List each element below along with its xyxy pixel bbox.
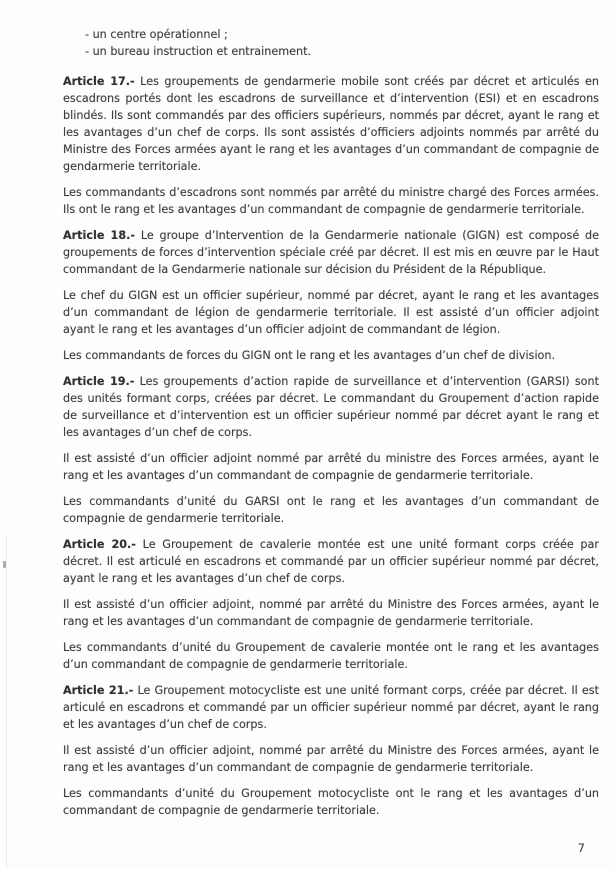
article-lead-paragraph (63, 227, 599, 278)
article-paragraph: Les commandants d’unité du GARSI ont le rang et les avantages d’un commandant de compagnie de gendarmerie territoriale. (63, 495, 599, 525)
article-block (63, 536, 599, 673)
article-label: Article 20.- (63, 538, 136, 551)
article-paragraph: Les commandants d’unité du Groupement de cavalerie montée ont le rang et les avantages d’un commandant de compagnie de gendarmerie territoriale. (63, 641, 599, 671)
article-lead-text: Le Groupement de cavalerie montée est une unité formant corps créée par décret. Il est articulé en escadrons et commandé par un officier supérieur nommé par décret, ayant le rang et les avantages d’un chef de corps. (63, 538, 599, 585)
article-block (63, 227, 599, 364)
article-lead-text: Les groupements d’action rapide de surveillance et d’intervention (GARSI) sont des unités formant corps, créées par décret. Le commandant du Groupement d’action rapide de surveillance et d’intervention est un officier supérieur nommé par décret ayant le rang et les avantages d’un chef de corps. (63, 375, 599, 439)
article-paragraph: Il est assisté d’un officier adjoint nommé par arrêté du ministre des Forces armées, ayant le rang et les avantages d’un commandant de compagnie de gendarmerie territoriale. (63, 452, 599, 482)
article-block (63, 73, 599, 218)
bullet-list (85, 26, 599, 60)
page-content (63, 26, 599, 828)
article-label: Article 21.- (63, 684, 134, 697)
article-paragraph: Il est assisté d’un officier adjoint, nommé par arrêté du Ministre des Forces armées, ayant le rang et les avantages d’un commandant de compagnie de gendarmerie territoriale. (63, 598, 599, 628)
article-lead-paragraph (63, 682, 599, 733)
article-label: Article 18.- (63, 229, 136, 242)
article-lead-paragraph (63, 73, 599, 175)
article-list (63, 73, 599, 819)
article-paragraph: Les commandants d’unité du Groupement motocycliste ont le rang et les avantages d’un commandant de compagnie de gendarmerie territoriale. (63, 787, 599, 817)
article-lead-paragraph (63, 536, 599, 587)
article-paragraph: Les commandants d’escadrons sont nommés par arrêté du ministre chargé des Forces armées. Ils ont le rang et les avantages d’un commandant de compagnie de gendarmerie territoriale. (63, 186, 599, 216)
article-paragraph: Il est assisté d’un officier adjoint, nommé par arrêté du Ministre des Forces armées, ayant le rang et les avantages d’un commandant de compagnie de gendarmerie territoriale. (63, 744, 599, 774)
article-block (63, 373, 599, 527)
scan-edge-artifact (6, 535, 7, 869)
article-label: Article 19.- (63, 375, 135, 388)
scan-speck-artifact (3, 561, 6, 568)
bullet-item: - un bureau instruction et entrainement. (85, 45, 312, 58)
article-lead-text: Les groupements de gendarmerie mobile sont créés par décret et articulés en escadrons portés dont les escadrons de surveillance et d’intervention (ESI) et en escadrons blindés. Ils sont commandés par des officiers supérieurs, nommés par décret, ayant le rang et les avantages d’un chef de corps. Ils sont assistés d’officiers adjoints nommés par arrêté du Ministre des Forces armées ayant le rang et les avantages d’un commandant de compagnie de gendarmerie territoriale. (63, 75, 599, 173)
article-block (63, 682, 599, 819)
article-paragraph: Les commandants de forces du GIGN ont le rang et les avantages d’un chef de division. (63, 349, 556, 362)
article-label: Article 17.- (63, 75, 135, 88)
page-number: 7 (577, 841, 585, 855)
article-lead-text: Le groupe d’Intervention de la Gendarmerie nationale (GIGN) est composé de groupements de forces d’intervention spéciale créé par décret. Il est mis en œuvre par le Haut commandant de la Gendarmerie nationale sur décision du Président de la République. (63, 229, 599, 276)
article-paragraph: Le chef du GIGN est un officier supérieur, nommé par décret, ayant le rang et les avantages d’un commandant de légion de gendarmerie territoriale. Il est assisté d’un officier adjoint ayant le rang et les avantages d’un officier adjoint de commandant de légion. (63, 289, 599, 336)
article-lead-text: Le Groupement motocycliste est une unité formant corps, créée par décret. Il est articulé en escadrons et commandé par un officier supérieur nommé par décret, ayant le rang et les avantages d’un chef de corps. (63, 684, 599, 731)
article-lead-paragraph (63, 373, 599, 441)
bullet-item: - un centre opérationnel ; (85, 28, 228, 41)
